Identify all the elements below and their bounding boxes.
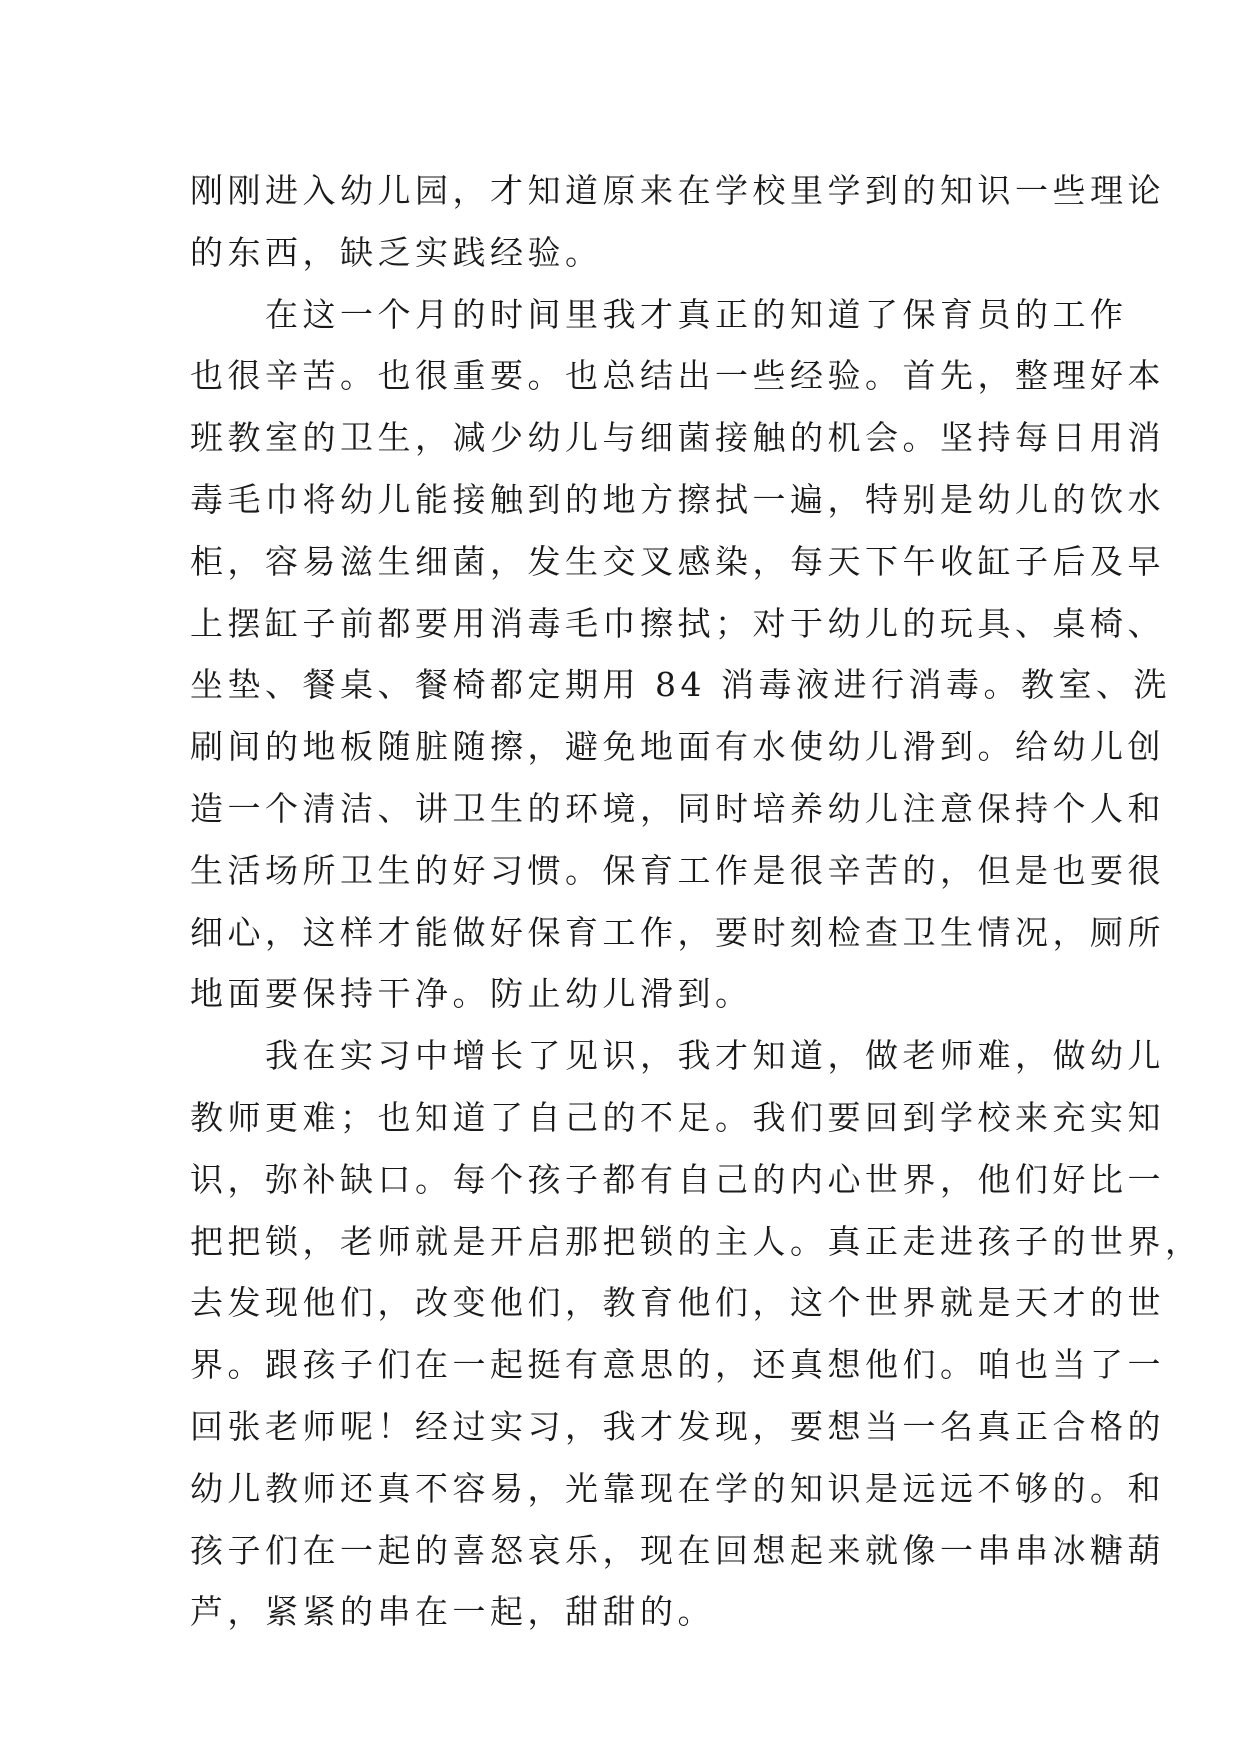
- text-line: 生活场所卫生的好习惯。保育工作是很辛苦的，但是也要很: [190, 850, 1165, 890]
- text-line: 也很辛苦。也很重要。也总结出一些经验。首先，整理好本: [190, 356, 1165, 396]
- text-line: 坐垫、餐桌、餐椅都定期用 84 消毒液进行消毒。教室、洗: [190, 665, 1171, 705]
- text-line: 界。跟孩子们在一起挺有意思的，还真想他们。咱也当了一: [190, 1345, 1165, 1385]
- text-line: 孩子们在一起的喜怒哀乐，现在回想起来就像一串串冰糖葫: [190, 1530, 1165, 1570]
- text-line: 刚刚进入幼儿园，才知道原来在学校里学到的知识一些理论: [190, 171, 1165, 210]
- text-line: 识，弥补缺口。每个孩子都有自己的内心世界，他们好比一: [190, 1159, 1165, 1199]
- text-line: 芦，紧紧的串在一起，甜甜的。: [190, 1592, 715, 1632]
- text-line: 刷间的地板随脏随擦，避免地面有水使幼儿滑到。给幼儿创: [190, 727, 1165, 767]
- text-line: 去发现他们，改变他们，教育他们，这个世界就是天才的世: [190, 1283, 1165, 1323]
- text-line: 回张老师呢！经过实习，我才发现，要想当一名真正合格的: [190, 1406, 1165, 1446]
- text-line: 教师更难；也知道了自己的不足。我们要回到学校来充实知: [190, 1097, 1165, 1137]
- text-line: 上摆缸子前都要用消毒毛巾擦拭；对于幼儿的玩具、桌椅、: [190, 603, 1165, 643]
- text-line: 班教室的卫生，减少幼儿与细菌接触的机会。坚持每日用消: [190, 418, 1165, 458]
- text-line: 细心，这样才能做好保育工作，要时刻检查卫生情况，厕所: [190, 912, 1165, 952]
- text-line: 造一个清洁、讲卫生的环境，同时培养幼儿注意保持个人和: [190, 788, 1165, 828]
- text-line: 我在实习中增长了见识，我才知道，做老师难，做幼儿: [190, 1036, 1165, 1076]
- text-line: 柜，容易滋生细菌，发生交叉感染，每天下午收缸子后及早: [190, 541, 1165, 581]
- text-line: 毒毛巾将幼儿能接触到的地方擦拭一遍，特别是幼儿的饮水: [190, 479, 1165, 519]
- text-line: 把把锁，老师就是开启那把锁的主人。真正走进孩子的世界，: [190, 1221, 1203, 1261]
- text-line: 在这一个月的时间里我才真正的知道了保育员的工作: [190, 294, 1128, 334]
- body-text: [190, 160, 1203, 1643]
- text-line: 的东西，缺乏实践经验。: [190, 232, 603, 272]
- text-line: 幼儿教师还真不容易，光靠现在学的知识是远远不够的。和: [190, 1468, 1165, 1508]
- text-line: 地面要保持干净。防止幼儿滑到。: [190, 974, 753, 1014]
